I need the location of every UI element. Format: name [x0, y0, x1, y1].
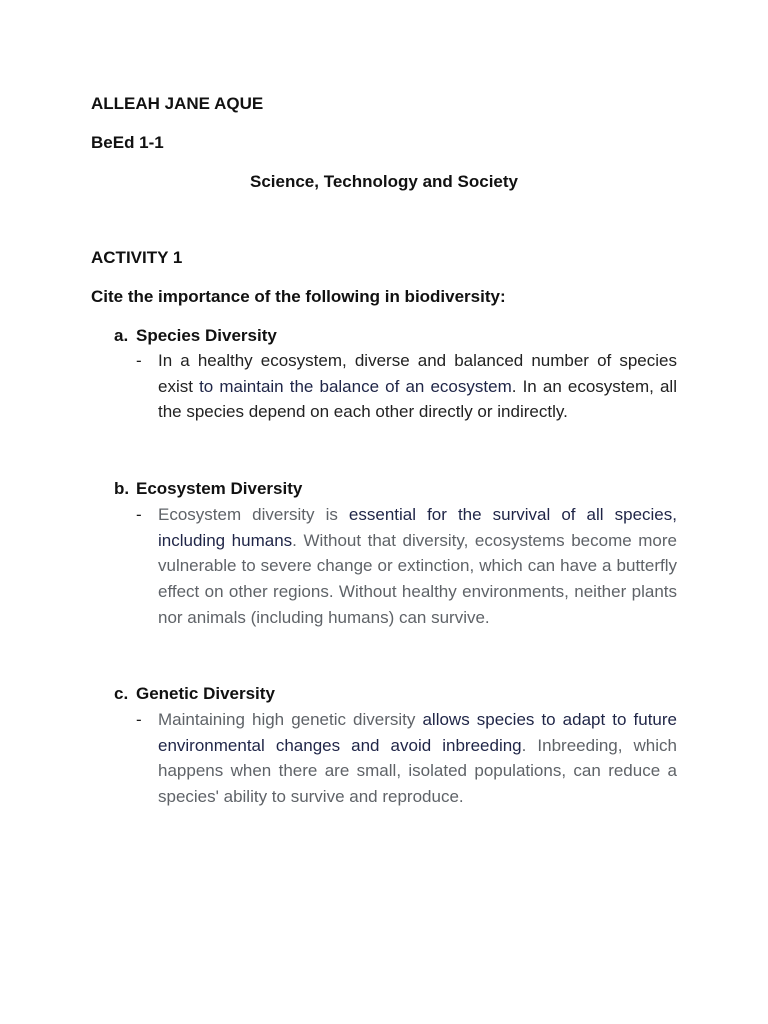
item-heading-label: Genetic Diversity — [136, 684, 275, 703]
activity-title: ACTIVITY 1 — [91, 248, 183, 267]
item-paragraph-species-diversity — [158, 348, 677, 425]
item-heading-ecosystem-diversity — [114, 479, 302, 499]
item-heading-label: Ecosystem Diversity — [136, 479, 303, 498]
bullet-dash: - — [136, 710, 142, 729]
item-heading-label: Species Diversity — [136, 326, 277, 345]
paragraph-highlight: to maintain the balance of an ecosystem — [199, 376, 512, 396]
course-title: Science, Technology and Society — [250, 172, 518, 191]
activity-prompt: Cite the importance of the following in biodiversity: — [91, 287, 506, 306]
item-paragraph-ecosystem-diversity — [158, 502, 677, 631]
item-letter: a. — [114, 326, 129, 345]
paragraph-text: . Without that diversity, ecosystems become more vulnerable to severe change or extinction, which can have a butterfly effect on other regions. Without healthy environments, neither plants nor animals (including humans) can survive. — [158, 530, 677, 627]
item-paragraph-genetic-diversity — [158, 707, 677, 810]
paragraph-text: Ecosystem diversity is — [158, 505, 349, 524]
student-name: ALLEAH JANE AQUE — [91, 94, 264, 113]
item-letter: b. — [114, 479, 130, 498]
paragraph-text: Maintaining high genetic diversity — [158, 710, 423, 729]
item-letter: c. — [114, 684, 129, 703]
paragraph-highlight: essential for the survival of all species, including humans — [158, 505, 677, 550]
bullet-dash: - — [136, 505, 142, 524]
item-heading-species-diversity — [114, 326, 277, 346]
paragraph-highlight: allows species to adapt to future environmental changes and avoid inbreeding — [158, 710, 677, 755]
paragraph-text: In a healthy ecosystem, diverse and balanced number of species exist — [158, 351, 677, 396]
bullet-dash: - — [136, 351, 142, 370]
item-heading-genetic-diversity — [114, 684, 275, 704]
paragraph-text: . In an ecosystem, all the species depend on each other directly or indirectly. — [158, 376, 677, 422]
paragraph-text: . Inbreeding, which happens when there are small, isolated populations, can reduce a species' ability to survive and reproduce. — [158, 735, 677, 807]
student-section: BeEd 1-1 — [91, 133, 164, 152]
